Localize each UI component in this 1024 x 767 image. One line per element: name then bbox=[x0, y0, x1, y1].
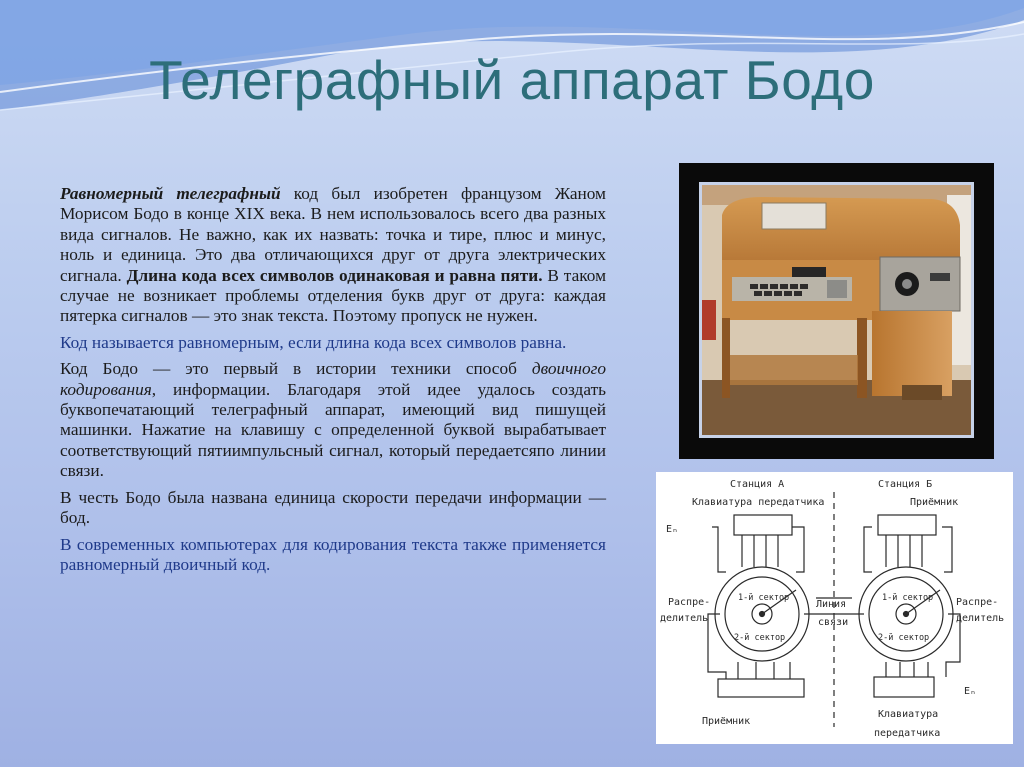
baudot-apparatus-image bbox=[702, 185, 971, 435]
sector2-b-label: 2-й сектор bbox=[878, 633, 930, 643]
sector1-b-label: 1-й сектор bbox=[882, 593, 934, 603]
paragraph-1 bbox=[60, 184, 606, 327]
scheme-drawing bbox=[656, 472, 1013, 744]
sector1-a-label: 1-й сектор bbox=[738, 593, 790, 603]
sector2-a-label: 2-й сектор bbox=[734, 633, 786, 643]
communication-label: связи bbox=[818, 617, 849, 628]
telegraph-photo-frame bbox=[679, 163, 994, 459]
distributor-b-label-1: Распре- bbox=[956, 597, 999, 608]
telegraph-photo bbox=[699, 182, 974, 438]
paragraph-1-bold: Длина кода всех символов одинаковая и равна пяти. bbox=[126, 265, 543, 285]
keyboard-b-label-2: передатчика bbox=[874, 728, 941, 739]
paragraph-1-text: код был изобретен французом Жаном Морисом Бодо в конце XIX века. В нем использовалось всего два разных вида сигналов. Не важно, как их назвать: точка и тире, плюс и минус, ноль и единица. Это два отличающихся друг от друга электрических сигнала. bbox=[60, 184, 606, 285]
keyboard-b-label-1: Клавиатура bbox=[878, 709, 939, 720]
paragraph-2: Код называется равномерным, если длина кода всех символов равна. bbox=[60, 332, 567, 352]
paragraph-5: В современных компьютерах для кодирования текста также применяется равномерный двоичный код. bbox=[60, 534, 606, 574]
baudot-scheme-diagram bbox=[656, 472, 1013, 744]
paragraph-4: В честь Бодо была названа единица скорости передачи информации — бод. bbox=[60, 487, 606, 528]
slide-title: Телеграфный аппарат Бодо bbox=[149, 49, 875, 111]
keyboard-transmitter-a-label: Клавиатура передатчика bbox=[692, 497, 825, 508]
station-b-label: Станция Б bbox=[878, 479, 933, 490]
paragraph-3-italic: двоичного кодирования bbox=[60, 359, 606, 399]
en-b-label: Eₙ bbox=[964, 686, 977, 697]
distributor-b-label-2: делитель bbox=[956, 613, 1005, 624]
paragraph-3-end: , информации. Благодаря этой идее удалось создать буквопечатающий телеграфный аппарат, имеющий вид пишущей машинки. Нажатие на клавишу с определенной буквой вырабатывает соответствующий пятиимпульсный сигнал, который передаетсяпо линии связи. bbox=[60, 379, 606, 481]
slide-body bbox=[60, 184, 606, 581]
line-label: Линия bbox=[816, 599, 847, 610]
lead-term: Равномерный телеграфный bbox=[60, 184, 281, 203]
paragraph-3 bbox=[60, 359, 606, 481]
distributor-a-label-2: делитель bbox=[660, 613, 709, 624]
en-a-label: Eₙ bbox=[666, 524, 679, 535]
distributor-a-label-1: Распре- bbox=[668, 597, 711, 608]
paragraph-3-start: Код Бодо — это первый в истории техники способ bbox=[60, 359, 532, 379]
receiver-b-label: Приёмник bbox=[910, 497, 959, 508]
paragraph-1-tail: В таком случае не возникает проблемы отделения букв друг от друга: каждая пятерка сигналов — это знак текста. Поэтому пропуск не нужен. bbox=[60, 265, 607, 326]
station-a-label: Станция А bbox=[730, 479, 785, 490]
receiver-a-label: Приёмник bbox=[702, 716, 751, 727]
